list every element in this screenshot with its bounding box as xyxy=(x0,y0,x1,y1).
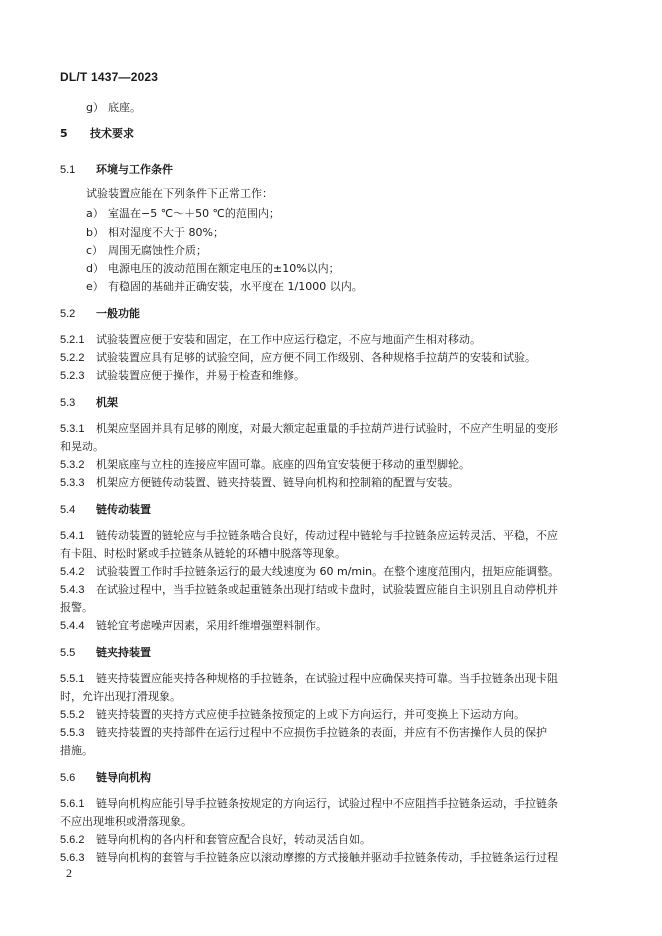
clause-text: 在试验过程中，当手拉链条或起重链条出现打结或卡盘时，试验装置应能自主识别且自动停机并 xyxy=(96,583,558,596)
list-item-a xyxy=(86,207,280,221)
page-number: 2 xyxy=(66,866,72,880)
section-title: 链夹持装置 xyxy=(96,646,151,659)
clause-text: 试验装置应具有足够的试验空间，应方便不同工作级别、各种规格手拉葫芦的安装和试验。 xyxy=(96,351,536,364)
list-text: 相对湿度不大于 80%； xyxy=(108,226,224,239)
clause-5-3-1 xyxy=(60,422,558,436)
section-number: 5 xyxy=(60,127,68,140)
section-5-6-heading xyxy=(60,771,151,785)
clause-continuation: 措施。 xyxy=(60,744,93,757)
clause-5-3-2 xyxy=(60,458,470,472)
clause-5-6-2 xyxy=(60,833,371,847)
section-number: 5.6 xyxy=(60,772,76,784)
clause-continuation: 不应出现堆积或滑落现象。 xyxy=(60,815,192,828)
section-title: 机架 xyxy=(96,396,118,409)
clause-text: 链传动装置的链轮应与手拉链条啮合良好，传动过程中链轮与手拉链条应运转灵活、平稳，不应 xyxy=(96,529,558,542)
section-5-heading xyxy=(60,127,134,141)
section-number: 5.3 xyxy=(60,397,76,409)
clause-5-2-3 xyxy=(60,369,305,383)
clause-number: 5.6.2 xyxy=(60,834,85,846)
clause-continuation: 时，允许出现打滑现象。 xyxy=(60,690,181,703)
list-text: 室温在−5 ℃～＋50 ℃的范围内； xyxy=(108,207,280,220)
clause-number: 5.4.4 xyxy=(60,620,85,632)
section-5-5-heading xyxy=(60,646,151,660)
section-5-4-heading xyxy=(60,503,151,517)
section-5-2-heading xyxy=(60,307,140,321)
section-number: 5.5 xyxy=(60,647,76,659)
section-title: 技术要求 xyxy=(90,127,134,140)
clause-number: 5.2.1 xyxy=(60,334,85,346)
clause-text: 链夹持装置的夹持部件在运行过程中不应损伤手拉链条的表面，并应有不伤害操作人员的保护 xyxy=(96,726,547,739)
clause-number: 5.4.3 xyxy=(60,584,85,596)
clause-5-4-2 xyxy=(60,565,559,579)
clause-5-5-3 xyxy=(60,726,547,740)
section-title: 链导向机构 xyxy=(96,771,151,784)
clause-number: 5.4.2 xyxy=(60,566,85,578)
clause-number: 5.2.2 xyxy=(60,352,85,364)
clause-number: 5.6.1 xyxy=(60,798,85,810)
clause-text: 链夹持装置的夹持方式应使手拉链条按预定的上或下方向运行，并可变换上下运动方向。 xyxy=(96,708,525,721)
document-code: DL/T 1437—2023 xyxy=(60,70,159,84)
clause-continuation: 和晃动。 xyxy=(60,440,104,453)
list-marker: d） xyxy=(86,262,104,275)
list-marker: b） xyxy=(86,226,104,239)
list-item-d xyxy=(86,262,340,276)
clause-text: 机架底座与立柱的连接应牢固可靠。底座的四角宜安装便于移动的重型脚轮。 xyxy=(96,458,470,471)
clause-text: 机架应方便链传动装置、链夹持装置、链导向机构和控制箱的配置与安装。 xyxy=(96,476,459,489)
section-number: 5.2 xyxy=(60,308,76,320)
list-item-c xyxy=(86,244,207,258)
clause-5-4-1 xyxy=(60,529,558,543)
section-title: 一般功能 xyxy=(96,307,140,320)
clause-number: 5.2.3 xyxy=(60,370,85,382)
list-text: 周围无腐蚀性介质； xyxy=(108,244,207,257)
clause-continuation: 有卡阻、时松时紧或手拉链条从链轮的环槽中脱落等现象。 xyxy=(60,547,346,560)
clause-5-6-1 xyxy=(60,797,558,811)
clause-number: 5.3.1 xyxy=(60,423,85,435)
list-text: 底座。 xyxy=(108,101,141,114)
clause-text: 链导向机构应能引导手拉链条按规定的方向运行，试验过程中不应阻挡手拉链条运动，手拉链条 xyxy=(96,797,558,810)
list-marker: c） xyxy=(86,244,104,257)
clause-5-4-3 xyxy=(60,583,558,597)
section-number: 5.1 xyxy=(60,164,76,176)
list-marker: a） xyxy=(86,207,104,220)
clause-text: 链轮宜考虑噪声因素，采用纤维增强塑料制作。 xyxy=(96,619,327,632)
clause-5-5-2 xyxy=(60,708,525,722)
clause-number: 5.5.3 xyxy=(60,727,85,739)
clause-5-2-1 xyxy=(60,333,481,347)
clause-5-5-1 xyxy=(60,672,558,686)
clause-5-3-3 xyxy=(60,476,459,490)
clause-5-2-2 xyxy=(60,351,536,365)
list-marker: g） xyxy=(86,101,104,114)
section-5-1-heading xyxy=(60,163,173,177)
clause-number: 5.5.1 xyxy=(60,673,85,685)
clause-number: 5.4.1 xyxy=(60,530,85,542)
clause-number: 5.6.3 xyxy=(60,852,85,864)
clause-text: 链导向机构的各内杆和套管应配合良好，转动灵活自如。 xyxy=(96,833,371,846)
clause-text: 机架应坚固并具有足够的刚度，对最大额定起重量的手拉葫芦进行试验时，不应产生明显的变形 xyxy=(96,422,558,435)
list-item-b xyxy=(86,226,224,240)
paragraph-line: 试验装置应能在下列条件下正常工作： xyxy=(86,187,273,200)
clause-text: 试验装置应便于操作，并易于检查和维修。 xyxy=(96,369,305,382)
list-text: 有稳固的基础并正确安装，水平度在 1/1000 以内。 xyxy=(108,280,363,293)
section-5-3-heading xyxy=(60,396,118,410)
list-marker: e） xyxy=(86,280,104,293)
clause-number: 5.5.2 xyxy=(60,709,85,721)
clause-text: 试验装置工作时手拉链条运行的最大线速度为 60 m/min。在整个速度范围内，扭矩应能调整。 xyxy=(96,565,560,578)
section-title: 链传动装置 xyxy=(96,503,151,516)
clause-5-4-4 xyxy=(60,619,327,633)
list-item-e xyxy=(86,280,363,294)
clause-5-6-3 xyxy=(60,851,558,865)
clause-continuation: 报警。 xyxy=(60,601,93,614)
clause-number: 5.3.2 xyxy=(60,459,85,471)
clause-text: 链夹持装置应能夹持各种规格的手拉链条，在试验过程中应确保夹持可靠。当手拉链条出现卡阻 xyxy=(96,672,558,685)
section-number: 5.4 xyxy=(60,504,76,516)
section-title: 环境与工作条件 xyxy=(96,163,173,176)
clause-text: 试验装置应便于安装和固定，在工作中应运行稳定，不应与地面产生相对移动。 xyxy=(96,333,481,346)
clause-number: 5.3.3 xyxy=(60,477,85,489)
list-item-g xyxy=(86,101,141,115)
clause-text: 链导向机构的套管与手拉链条应以滚动摩擦的方式接触并驱动手拉链条传动，手拉链条运行过程 xyxy=(96,851,558,864)
list-text: 电源电压的波动范围在额定电压的±10%以内； xyxy=(108,262,340,275)
